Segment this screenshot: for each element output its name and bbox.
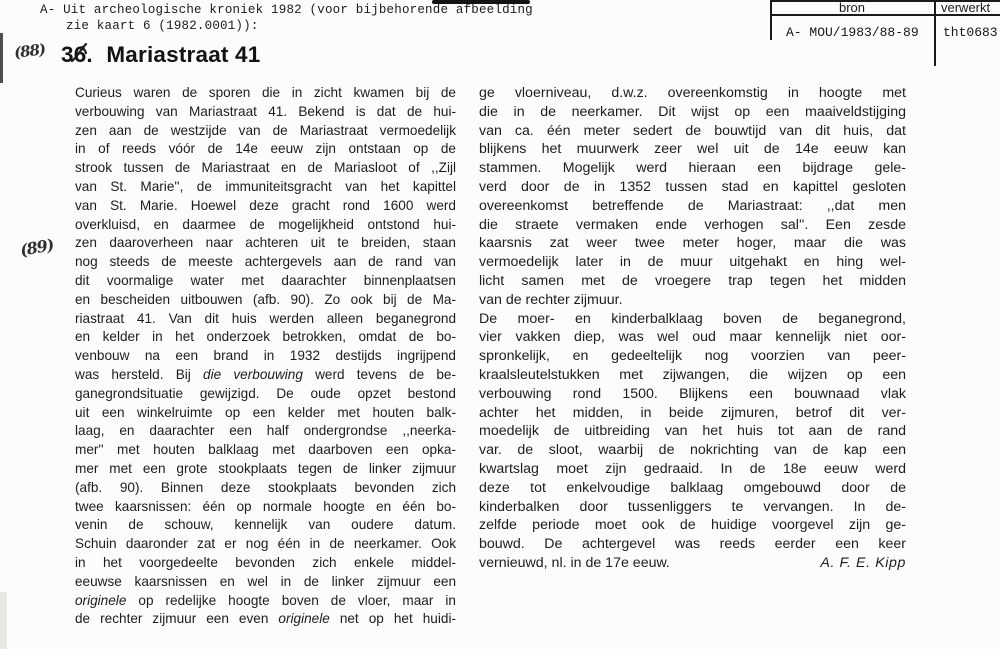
text-line: originele op redelijke hoogte boven de vloer, maar in xyxy=(75,592,456,608)
closing-text: vernieuwd, nl. in de 17e eeuw. xyxy=(479,554,670,571)
text-line: mer'' met houten balklaag met daarboven een opka- xyxy=(75,442,456,458)
text-line: moedelijk de uitbreiding van het huis tot aan de rand xyxy=(479,423,906,440)
handwritten-strike-icon xyxy=(71,43,87,63)
text-line: twee kaarsnissen: één op normale hoogte en één bo- xyxy=(75,498,456,514)
text-line: de rechter zijmuur een even originele net op het huidi- xyxy=(75,611,456,627)
text-line: nog steeds de meeste achtergevels aan de rand van xyxy=(75,254,456,270)
table-header-bron: bron xyxy=(838,0,866,15)
text-line: ge vloerniveau, d.w.z. overeenkomstig in hoogte met xyxy=(479,85,906,101)
text-line: kraalsleutelstukken met zijwangen, die wijzen op een xyxy=(479,366,906,383)
source-annotation-line1: A- Uit archeologische kroniek 1982 (voor bijbehorende afbeelding xyxy=(40,3,533,17)
text-line: en bescheiden uitbouwen (afb. 90). Zo ook bij de Ma- xyxy=(75,291,456,307)
text-line: kwartslag moet zijn gedraaid. In de 18e eeuw werd xyxy=(479,460,906,477)
table-value-verwerkt: tht0683 xyxy=(943,25,998,40)
text-line: die in de neerkamer. Dit wijst op een maaiveldstijging xyxy=(479,103,906,120)
article-title xyxy=(61,42,260,68)
text-line: venbouw na een brand in 1932 destijds ingrijpend xyxy=(75,348,456,364)
table-column-divider xyxy=(934,0,936,66)
article-right-column xyxy=(479,84,906,573)
table-value-bron: A- MOU/1983/88-89 xyxy=(786,25,919,40)
text-line: kinderbalken door tussenliggers te vervangen. In de- xyxy=(479,498,906,515)
author-signature: A. F. E. Kipp xyxy=(820,554,906,571)
text-line: verbouwing van Mariastraat 41. Bekend is dat de hui- xyxy=(75,103,456,119)
text-line: licht samen met de vroegere trap tegen het midden xyxy=(479,272,906,289)
text-line: en kelder in het onderzoek betrokken, omdat de bo- xyxy=(75,329,456,345)
text-line: bouwd. De achtergevel was reeds eerder een keer xyxy=(479,536,906,553)
text-line: var. de sloot, waarbij de nokrichting van de kap een xyxy=(479,442,906,459)
text-line: strook tussen de Mariastraat en de Mariasloot of ,,Zijl xyxy=(75,160,456,176)
text-line: spronkelijk, en gedeeltelijk nog voorzien van peer- xyxy=(479,348,906,365)
table-header-verwerkt: verwerkt xyxy=(941,0,991,15)
source-annotation-line2: zie kaart 6 (1982.0001)): xyxy=(66,19,259,33)
text-line: stammen. Mogelijk werd hieraan een bijdrage gele- xyxy=(479,160,906,177)
text-line: van ca. één meter sedert de bouwtijd van dit huis, dat xyxy=(479,122,906,139)
article-left-column xyxy=(75,84,456,629)
text-line: blijkens het muurwerk zeer wel uit de 14e eeuw kan xyxy=(479,141,906,158)
handwritten-margin-number-88: (88) xyxy=(13,40,47,62)
text-line: overkluisd, en daarmee de mogelijkheid ontstond hui- xyxy=(75,216,456,232)
text-line: was hersteld. Bij die verbouwing werd tevens de be- xyxy=(75,366,456,382)
text-line: vier vakken diep, was wel oud maar kennelijk niet oor- xyxy=(479,329,906,346)
text-line: riastraat 41. Van dit huis werden alleen beganegrond xyxy=(75,310,456,326)
closing-line xyxy=(479,554,906,573)
text-line: zen daaroverheen naar achteren uit te breiden, staan xyxy=(75,235,456,251)
scan-artifact-left-edge xyxy=(0,33,3,83)
scan-artifact-left-shadow xyxy=(0,592,7,649)
text-line: zen aan de westzijde van de Mariastraat vermoedelijk xyxy=(75,122,456,138)
handwritten-margin-number-89: (89) xyxy=(18,235,55,260)
text-line: (afb. 90). Binnen deze stookplaats bevonden zich xyxy=(75,479,456,495)
text-line: Schuin daaronder zat er nog één in de neerkamer. Ook xyxy=(75,536,456,552)
text-line: achter het midden, in beide zijmuren, betrof dit ver- xyxy=(479,404,906,421)
text-line: overeenkomst betreffende de Mariastraat: ,,dat men xyxy=(479,197,906,214)
text-line: verbouwing rond 1500. Blijkens een bouwnaad vlak xyxy=(479,385,906,402)
text-line: De moer- en kinderbalklaag boven de beganegrond, xyxy=(479,310,906,327)
text-line: deze tot enkelvoudige balklaag omgebouwd door de xyxy=(479,479,906,496)
article-number: 36. xyxy=(61,42,93,67)
text-line: eeuwse kaarsnissen en wel in de linker zijmuur een xyxy=(75,573,456,589)
text-line: ganegrondsituatie gewijzigd. De oude opzet bestond xyxy=(75,385,456,401)
text-line: verd door de in 1352 tussen stad en kapittel gesloten xyxy=(479,178,906,195)
text-line: van de rechter zijmuur. xyxy=(479,291,623,308)
text-line: Curieus waren de sporen die in zicht kwamen bij de xyxy=(75,85,456,100)
text-line: in het voorgedeelte bevonden zich enkele middel- xyxy=(75,554,456,570)
text-line: uit een winkelruimte op een kelder met houten balk- xyxy=(75,404,456,420)
article-title-text: Mariastraat 41 xyxy=(106,42,261,67)
text-line: dit voormalige water met daarachter binnenplaatsen xyxy=(75,272,456,288)
text-line: in of reeds vóór de 14e eeuw zijn ontstaan op de xyxy=(75,141,456,157)
text-line: laag, en daarachter een half ondergrondse ,,neerka- xyxy=(75,423,456,439)
text-line: die straete vermaken ende verhogen sal''. Een zesde xyxy=(479,216,906,233)
text-line: van St. Marie. Hoewel deze gracht rond 1600 werd xyxy=(75,197,456,213)
text-line: van St. Marie'', de immuniteitsgracht van het kapittel xyxy=(75,178,456,194)
text-line: kaarsnis zat weer twee meter hoger, maar die was xyxy=(479,235,906,252)
text-line: vermoedelijk later in de muur uitgehakt en hing wel- xyxy=(479,254,906,271)
text-line: venin de schouw, kennelijk van oudere datum. xyxy=(75,517,456,533)
text-line: mer met een grote stookplaats tegen de linker zijmuur xyxy=(75,460,456,476)
text-line: zelfde periode moet ook de huidige voorgevel zijn ge- xyxy=(479,517,906,534)
